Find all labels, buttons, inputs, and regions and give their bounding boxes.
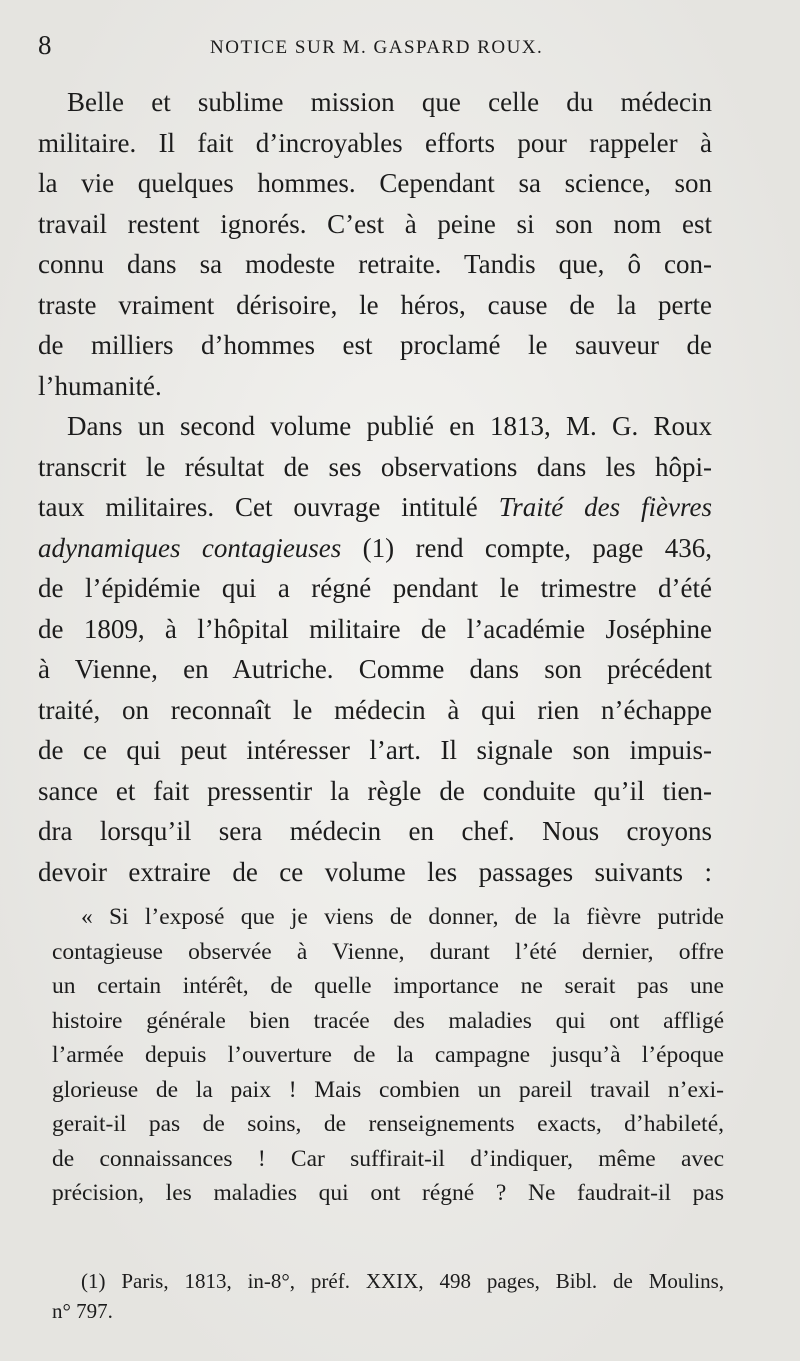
- text-line: [38, 528, 712, 569]
- book-title-italic: adynamiques contagieuses: [38, 532, 342, 563]
- text-line: de 1809, à l’hôpital militaire de l’académie Joséphine: [38, 613, 712, 644]
- quote-line: précision, les maladies qui ont régné ? Ne faudrait-il pas: [52, 1180, 724, 1206]
- paragraph-2: [38, 406, 712, 892]
- text-line: de ce qui peut intéresser l’art. Il signale son impuis-: [38, 735, 712, 765]
- quote-line: glorieuse de la paix ! Mais combien un pareil travail n’exi-: [52, 1076, 724, 1103]
- text-segment: taux militaires. Cet ouvrage intitulé: [38, 492, 499, 522]
- text-segment: (1) rend compte, page 436,: [341, 532, 712, 563]
- book-title-italic: Traité des fièvres: [498, 492, 712, 522]
- main-text: [38, 82, 712, 892]
- quote-line: l’armée depuis l’ouverture de la campagne jusqu’à l’époque: [52, 1042, 724, 1068]
- text-line: sance et fait pressentir la règle de conduite qu’il tien-: [38, 775, 712, 806]
- footnote: [52, 1266, 724, 1326]
- text-line: la vie quelques hommes. Cependant sa science, son: [38, 168, 712, 198]
- text-line: [38, 487, 712, 528]
- quoted-passage: [52, 900, 724, 1211]
- quote-line: gerait-il pas de soins, de renseignements exacts, d’habileté,: [52, 1111, 724, 1137]
- text-line: de milliers d’hommes est proclamé le sauveur de: [38, 330, 712, 360]
- text-line: l’humanité.: [38, 370, 162, 401]
- text-line: dra lorsqu’il sera médecin en chef. Nous croyons: [38, 816, 712, 846]
- page-number: 8: [38, 30, 52, 60]
- running-title: NOTICE SUR M. GASPARD ROUX.: [210, 37, 544, 58]
- text-line: à Vienne, en Autriche. Comme dans son précédent: [38, 654, 712, 684]
- text-line: de l’épidémie qui a régné pendant le trimestre d’été: [38, 573, 712, 603]
- footnote-line: n° 797.: [52, 1299, 113, 1323]
- text-line: traste vraiment dérisoire, le héros, cause de la perte: [38, 289, 712, 320]
- footnote-line: (1) Paris, 1813, in-8°, préf. XXIX, 498 pages, Bibl. de Moulins,: [81, 1269, 724, 1293]
- text-line: travail restent ignorés. C’est à peine si son nom est: [38, 208, 712, 239]
- text-line: transcrit le résultat de ses observations dans les hôpi-: [38, 451, 712, 482]
- paragraph-1: [38, 82, 712, 406]
- quote-line: « Si l’exposé que je viens de donner, de la fièvre putride: [81, 904, 724, 930]
- quote-line: de connaissances ! Car suffirait-il d’indiquer, même avec: [52, 1145, 724, 1172]
- page-header: [38, 30, 738, 64]
- text-line: Dans un second volume publié en 1813, M. G. Roux: [67, 411, 712, 441]
- text-line: traité, on reconnaît le médecin à qui rien n’échappe: [38, 694, 712, 725]
- quote-line: histoire générale bien tracée des maladies qui ont affligé: [52, 1007, 724, 1034]
- text-line: Belle et sublime mission que celle du médecin: [67, 87, 712, 117]
- quote-line: un certain intérêt, de quelle importance ne serait pas une: [52, 973, 724, 999]
- text-line: connu dans sa modeste retraite. Tandis que, ô con-: [38, 249, 712, 279]
- text-line: devoir extraire de ce volume les passages suivants :: [38, 856, 712, 887]
- text-line: militaire. Il fait d’incroyables efforts pour rappeler à: [38, 127, 712, 158]
- quote-line: contagieuse observée à Vienne, durant l’été dernier, offre: [52, 938, 724, 965]
